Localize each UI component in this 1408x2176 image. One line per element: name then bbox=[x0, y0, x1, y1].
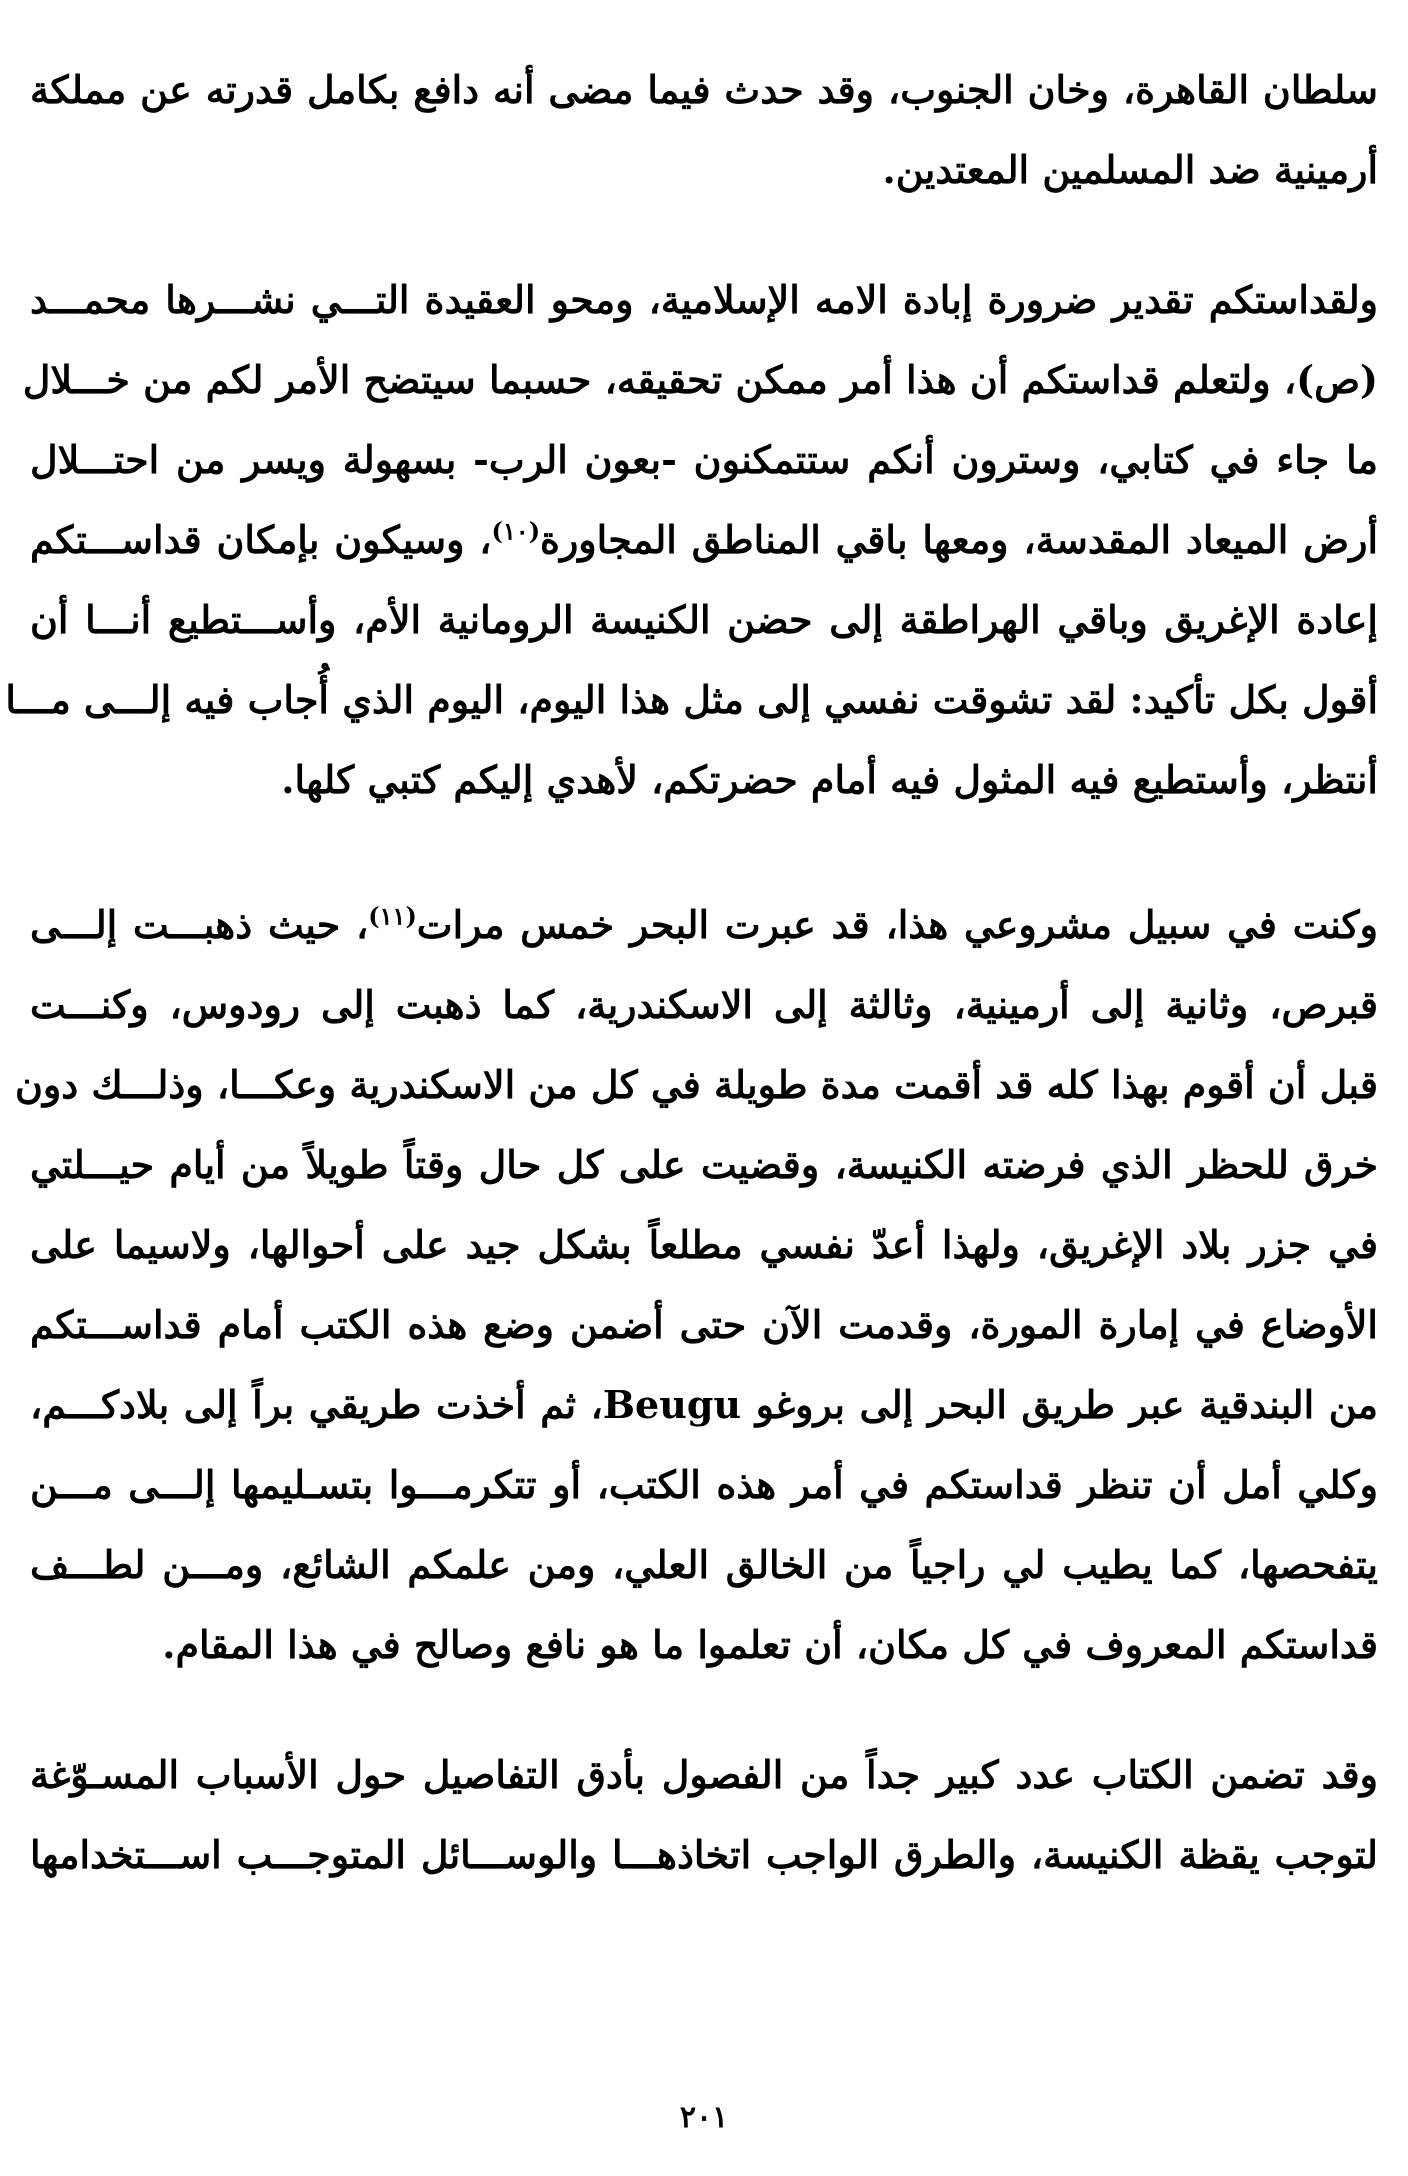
paragraph-2 bbox=[5, 260, 1378, 820]
footnote-marker: (١١) bbox=[368, 901, 417, 931]
text-line: قبل أن أقوم بهذا كله قد أقمت مدة طويلة في كل من الاسكندرية وعكـــا، وذلـــك دون bbox=[14, 1062, 1378, 1107]
text-line: وقد تضمن الكتاب عدد كبير جداً من الفصول بأدق التفاصيل حول الأسباب المسـوّغة bbox=[30, 1752, 1378, 1797]
text-line: قداستكم المعروف في كل مكان، أن تعلموا ما هو نافع وصالح في هذا المقام. bbox=[162, 1622, 1378, 1667]
text-line: أرمينية ضد المسلمين المعتدين. bbox=[882, 147, 1378, 192]
paragraph-3 bbox=[14, 885, 1378, 1685]
text-line: ولقداستكم تقدير ضرورة إبادة الامه الإسلامية، ومحو العقيدة التـــي نشـــرها محمـــد bbox=[30, 277, 1378, 322]
text-line: الأوضاع في إمارة المورة، وقدمت الآن حتى أضمن وضع هذه الكتب أمام قداســـتكم bbox=[30, 1302, 1378, 1347]
text-line-with-footnote bbox=[30, 500, 1378, 580]
text-line: من البندقية عبر طريق البحر إلى بروغو Beugu، ثم أخذت طريقي براً إلى بلادكـــم، bbox=[30, 1382, 1378, 1427]
text-line: سلطان القاهرة، وخان الجنوب، وقد حدث فيما مضى أنه دافع بكامل قدرته عن مملكة bbox=[30, 67, 1378, 112]
text-line-with-footnote bbox=[30, 885, 1378, 965]
text-line: أنتظر، وأستطيع فيه المثول فيه أمام حضرتكم، لأهدي إليكم كتبي كلها. bbox=[281, 757, 1378, 802]
line-head: وكنت في سبيل مشروعي هذا، قد عبرت البحر خمس مرات bbox=[416, 902, 1378, 947]
page-number: ٢٠١ bbox=[679, 2100, 729, 2135]
text-line: أقول بكل تأكيد: لقد تشوقت نفسي إلى مثل هذا اليوم، اليوم الذي أُجاب فيه إلـــى مـــا bbox=[5, 677, 1378, 722]
text-line: إعادة الإغريق وباقي الهراطقة إلى حضن الكنيسة الرومانية الأم، وأســـتطيع أنـــا أن bbox=[30, 597, 1378, 642]
text-line: يتفحصها، كما يطيب لي راجياً من الخالق العلي، ومن علمكم الشائع، ومـــن لطـــف bbox=[30, 1542, 1378, 1587]
text-line: (ص)، ولتعلم قداستكم أن هذا أمر ممكن تحقيقه، حسبما سيتضح الأمر لكم من خـــلال bbox=[22, 357, 1378, 402]
line-tail: ، حيث ذهبـــت إلـــى bbox=[30, 902, 369, 947]
paragraph-4 bbox=[30, 1735, 1378, 1895]
line-tail: ، وسيكون بإمكان قداســـتكم bbox=[30, 517, 492, 562]
text-line: وكلي أمل أن تنظر قداستكم في أمر هذه الكتب، أو تتكرمـــوا بتسـليمها إلـــى مـــن bbox=[30, 1462, 1378, 1507]
text-line: لتوجب يقظة الكنيسة، والطرق الواجب اتخاذهـــا والوســـائل المتوجـــب اســـتخدامها bbox=[30, 1832, 1378, 1877]
text-line: خرق للحظر الذي فرضته الكنيسة، وقضيت على كل حال وقتاً طويلاً من أيام حيـــلتي bbox=[30, 1142, 1378, 1187]
text-line: ما جاء في كتابي، وسترون أنكم ستتمكنون -بعون الرب- بسهولة ويسر من احتـــلال bbox=[30, 437, 1378, 482]
text-line: قبرص، وثانية إلى أرمينية، وثالثة إلى الاسكندرية، كما ذهبت إلى رودوس، وكنـــت bbox=[30, 982, 1378, 1027]
paragraph-1 bbox=[30, 50, 1378, 210]
text-line: في جزر بلاد الإغريق، ولهذا أعدّ نفسي مطلعاً بشكل جيد على أحوالها، ولاسيما على bbox=[30, 1222, 1378, 1267]
line-head: أرض الميعاد المقدسة، ومعها باقي المناطق المجاورة bbox=[540, 517, 1378, 562]
footnote-marker: (١٠) bbox=[491, 516, 541, 546]
